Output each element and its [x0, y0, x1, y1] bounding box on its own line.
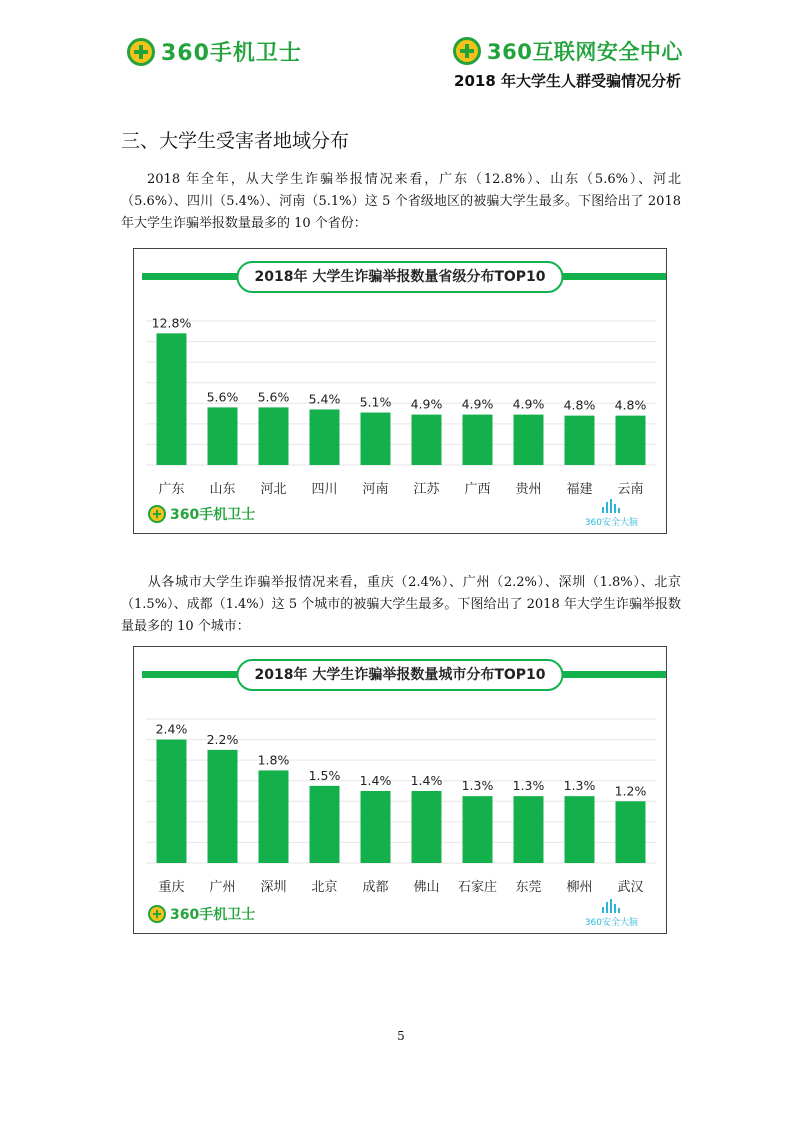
360-shield-icon: [453, 37, 481, 65]
360-plus-icon: [127, 38, 155, 66]
paragraph-provinces: [121, 169, 681, 235]
city-chart: [133, 646, 667, 934]
category-label: 贵州: [515, 482, 542, 497]
bar-10: [616, 416, 646, 465]
category-label: 广州: [209, 880, 236, 895]
category-label: 江苏: [413, 482, 440, 497]
bar-2: [208, 750, 238, 863]
category-label: 佛山: [413, 880, 440, 895]
data-label: 4.8%: [614, 397, 647, 413]
data-label: 4.8%: [563, 397, 596, 413]
category-label: 云南: [617, 482, 644, 497]
bar-10: [616, 801, 646, 863]
category-label: 福建: [566, 482, 593, 497]
category-label: 山东: [209, 482, 236, 497]
category-label: 石家庄: [457, 880, 498, 895]
header-right-logo: [453, 36, 683, 66]
category-label: 武汉: [617, 880, 644, 895]
security-brain-badge: [585, 499, 638, 528]
category-label: 河北: [260, 482, 287, 497]
category-label: 北京: [311, 880, 338, 895]
paragraph-cities-text: 从各城市大学生诈骗举报情况来看，重庆（2.4%）、广州（2.2%）、深圳（1.8%）、北京（1.5%）、成都（1.4%）这 5 个城市的被骗大学生最多。下图给出了 2018 年大学生诈骗举报数量最多的 10 个城市：: [121, 575, 681, 634]
bar-2: [208, 407, 238, 465]
document-subtitle: 2018 年大学生人群受骗情况分析: [454, 72, 681, 90]
badge-text: 360安全大脑: [584, 918, 638, 928]
data-label: 1.8%: [257, 752, 290, 768]
bar-3: [259, 407, 289, 465]
data-label: 5.6%: [257, 389, 290, 405]
data-label: 1.3%: [563, 778, 596, 794]
bar-1: [157, 333, 187, 465]
data-label: 1.4%: [410, 773, 443, 788]
data-label: 1.2%: [614, 783, 647, 799]
category-label: 广东: [158, 482, 185, 497]
data-label: 2.4%: [155, 721, 188, 737]
header-left-logo: [127, 36, 302, 67]
security-brain-badge: [585, 899, 638, 928]
category-label: 东莞: [515, 880, 542, 895]
badge-text: 360安全大脑: [584, 518, 638, 528]
data-label: 5.6%: [206, 389, 239, 405]
data-label: 4.9%: [410, 396, 443, 412]
bar-8: [514, 796, 544, 863]
data-label: 1.4%: [359, 773, 392, 788]
city-bar-chart: [134, 647, 668, 907]
chart-footer-logo: [148, 504, 255, 524]
category-label: 柳州: [566, 880, 593, 895]
bar-6: [412, 791, 442, 863]
bar-7: [463, 796, 493, 863]
bar-6: [412, 415, 442, 465]
right-logo-text: 360互联网安全中心: [487, 40, 683, 64]
data-label: 4.9%: [512, 396, 545, 412]
data-label: 1.3%: [512, 778, 545, 794]
bar-1: [157, 740, 187, 863]
360-plus-icon: [148, 505, 166, 523]
bar-4: [310, 409, 340, 465]
data-label: 4.9%: [461, 396, 494, 412]
category-label: 成都: [362, 880, 389, 895]
bar-3: [259, 770, 289, 863]
paragraph-provinces-text: 2018 年全年，从大学生诈骗举报情况来看，广东（12.8%）、山东（5.6%）、河北（5.6%）、四川（5.4%）、河南（5.1%）这 5 个省级地区的被骗大学生最多。下图给出了 2018 年大学生诈骗举报数量最多的 10 个省份：: [121, 172, 681, 231]
section-heading: 三、大学生受害者地域分布: [121, 130, 350, 152]
bar-5: [361, 791, 391, 863]
360-plus-icon: [148, 905, 166, 923]
bar-8: [514, 415, 544, 465]
chart-footer-logo-text: 360手机卫士: [170, 507, 256, 523]
page-number: 5: [397, 1029, 405, 1043]
chart-footer-logo-text: 360手机卫士: [170, 907, 256, 923]
province-bar-chart: [134, 249, 668, 509]
data-label: 5.1%: [359, 394, 392, 410]
bar-4: [310, 786, 340, 863]
category-label: 广西: [464, 482, 491, 497]
category-label: 重庆: [158, 880, 185, 895]
data-label: 1.5%: [308, 767, 341, 783]
chart-title: 2018年 大学生诈骗举报数量省级分布TOP10: [236, 261, 563, 293]
chart-footer-logo: [148, 904, 255, 924]
bar-5: [361, 413, 391, 465]
bar-9: [565, 416, 595, 465]
data-label: 1.3%: [461, 778, 494, 794]
chart-title: 2018年 大学生诈骗举报数量城市分布TOP10: [236, 659, 563, 691]
category-label: 四川: [311, 482, 338, 497]
category-label: 深圳: [260, 880, 287, 895]
data-label: 5.4%: [308, 391, 341, 407]
data-label: 2.2%: [206, 731, 239, 747]
province-chart: [133, 248, 667, 534]
brain-bars-icon: [585, 499, 638, 513]
brain-bars-icon: [585, 899, 638, 913]
bar-7: [463, 415, 493, 465]
bar-9: [565, 796, 595, 863]
data-label: 12.8%: [151, 315, 192, 331]
left-logo-text: 360手机卫士: [161, 41, 302, 66]
paragraph-cities: [121, 572, 681, 638]
category-label: 河南: [362, 482, 389, 497]
